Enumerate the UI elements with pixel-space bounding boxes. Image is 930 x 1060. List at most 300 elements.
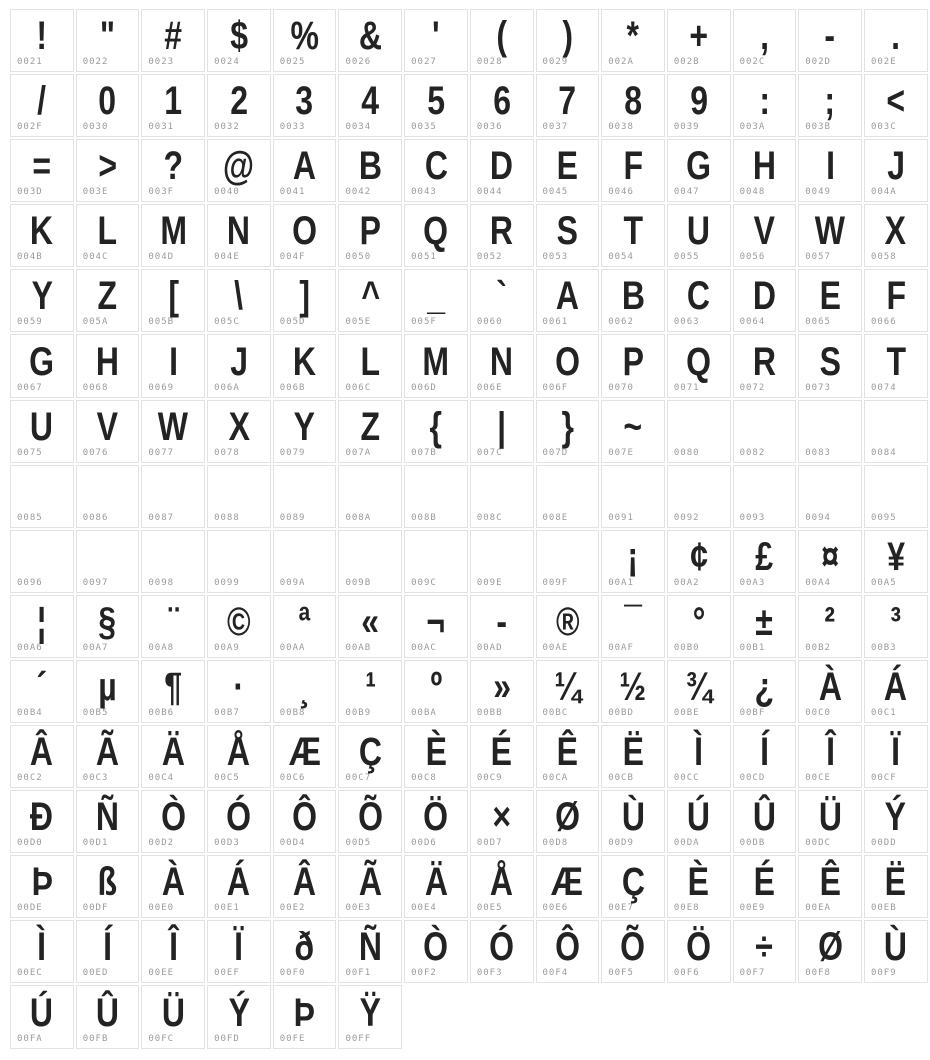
glyph-area — [602, 10, 664, 57]
glyph-area — [405, 10, 467, 57]
glyph: ¼ — [553, 665, 581, 710]
glyph-cell-00BF — [733, 660, 797, 723]
glyph: ¸ — [299, 665, 310, 710]
codepoint-label: 0059 — [17, 317, 43, 328]
charmap-row — [10, 139, 928, 202]
glyph-cell-0099 — [207, 530, 271, 593]
glyph: ± — [755, 599, 774, 644]
glyph: ¤ — [821, 534, 839, 579]
glyph: ¾ — [685, 665, 713, 710]
glyph-area — [77, 10, 139, 57]
glyph-cell-004D — [141, 204, 205, 267]
codepoint-label: 003C — [870, 122, 897, 133]
glyph-area — [537, 10, 599, 57]
glyph-cell-0070 — [601, 334, 665, 397]
glyph-cell-00ED — [76, 920, 140, 983]
codepoint-label: 002E — [870, 57, 897, 68]
glyph: M — [422, 339, 450, 384]
glyph-area — [405, 531, 467, 578]
glyph-area — [405, 661, 467, 708]
glyph-area — [339, 10, 401, 57]
glyph-area — [668, 531, 730, 578]
glyph-cell-00E4 — [404, 855, 468, 918]
codepoint-label: 009A — [279, 577, 306, 588]
glyph-area — [274, 75, 336, 122]
glyph-area — [208, 75, 270, 122]
glyph: ( — [496, 14, 507, 59]
glyph-cell-008B — [404, 465, 468, 528]
glyph: µ — [98, 665, 117, 710]
glyph: ® — [555, 599, 580, 644]
codepoint-label: 0052 — [476, 252, 503, 263]
codepoint-label: 0093 — [739, 512, 766, 523]
codepoint-label: 0080 — [673, 447, 700, 458]
glyph-area — [471, 10, 533, 57]
glyph: È — [425, 730, 447, 775]
glyph-area — [77, 856, 139, 903]
codepoint-label: 0086 — [82, 512, 109, 523]
glyph: { — [429, 404, 443, 449]
glyph-cell-0080 — [667, 400, 731, 463]
glyph-cell-00DC — [798, 790, 862, 853]
glyph: Ô — [292, 795, 318, 840]
codepoint-label: 00EA — [805, 903, 831, 914]
glyph-cell-00CE — [798, 725, 862, 788]
glyph-cell-00EC — [10, 920, 74, 983]
glyph: G — [686, 144, 712, 189]
glyph: Ò — [423, 925, 449, 970]
codepoint-label: 00BD — [608, 708, 634, 719]
codepoint-label: 0095 — [870, 512, 897, 523]
glyph-area — [734, 466, 796, 513]
glyph: Ç — [358, 730, 382, 775]
codepoint-label: 00D1 — [82, 838, 109, 849]
glyph: ¥ — [886, 534, 905, 579]
glyph-cell-0051 — [404, 204, 468, 267]
codepoint-label: 0096 — [17, 577, 43, 588]
glyph-area — [602, 401, 664, 448]
glyph: È — [688, 860, 710, 905]
glyph-area — [734, 791, 796, 838]
glyph-cell-00D0 — [10, 790, 74, 853]
glyph-cell-004F — [273, 204, 337, 267]
glyph-cell-00BB — [470, 660, 534, 723]
codepoint-label: 0049 — [805, 187, 831, 198]
glyph: D — [752, 274, 776, 319]
glyph-area — [11, 140, 73, 187]
glyph-area — [668, 75, 730, 122]
glyph: * — [626, 14, 640, 59]
glyph-area — [471, 791, 533, 838]
glyph-cell-0023 — [141, 9, 205, 72]
glyph-cell-00E8 — [667, 855, 731, 918]
codepoint-label: 0024 — [214, 57, 240, 68]
glyph: © — [227, 599, 251, 644]
glyph-area — [471, 140, 533, 187]
codepoint-label: 0066 — [870, 317, 897, 328]
glyph: H — [95, 339, 120, 384]
codepoint-label: 0060 — [476, 317, 503, 328]
glyph-cell-002C — [733, 9, 797, 72]
glyph-area — [208, 205, 270, 252]
codepoint-label: 00CC — [673, 773, 700, 784]
glyph: Ô — [554, 925, 580, 970]
codepoint-label: 0075 — [17, 447, 43, 458]
codepoint-label: 00FA — [17, 1033, 43, 1044]
glyph-cell-0072 — [733, 334, 797, 397]
glyph: Ì — [37, 925, 47, 970]
glyph: R — [490, 209, 514, 254]
glyph: É — [490, 730, 513, 775]
glyph: » — [492, 665, 511, 710]
glyph-area — [405, 466, 467, 513]
glyph-area — [405, 270, 467, 317]
codepoint-label: 003F — [148, 187, 175, 198]
glyph-area — [668, 661, 730, 708]
codepoint-label: 0027 — [411, 57, 437, 68]
glyph-area — [471, 75, 533, 122]
glyph: ¹ — [364, 665, 376, 710]
glyph-area — [142, 335, 204, 382]
glyph-cell-00DB — [733, 790, 797, 853]
codepoint-label: 00F0 — [279, 968, 306, 979]
codepoint-label: 00FB — [82, 1033, 109, 1044]
codepoint-label: 007B — [411, 447, 437, 458]
glyph: º — [430, 665, 442, 710]
glyph: ³ — [890, 599, 902, 644]
codepoint-label: 003B — [805, 122, 831, 133]
codepoint-label: 005B — [148, 317, 175, 328]
glyph-area — [602, 726, 664, 773]
glyph-area — [668, 401, 730, 448]
glyph: Û — [95, 990, 120, 1035]
glyph-cell-00FE — [273, 985, 337, 1048]
codepoint-label: 00B5 — [82, 708, 109, 719]
glyph: Ó — [226, 795, 252, 840]
glyph: E — [556, 144, 579, 189]
glyph-area — [77, 791, 139, 838]
glyph-cell-009E — [470, 530, 534, 593]
glyph-area — [471, 466, 533, 513]
glyph-area — [602, 270, 664, 317]
glyph-cell-00A4 — [798, 530, 862, 593]
glyph-area — [668, 791, 730, 838]
glyph-cell-0083 — [798, 400, 862, 463]
glyph: Å — [227, 730, 251, 775]
glyph-cell-008E — [536, 465, 600, 528]
glyph: P — [622, 339, 644, 384]
glyph-cell-0098 — [141, 530, 205, 593]
glyph: R — [752, 339, 776, 384]
glyph-cell-00CC — [667, 725, 731, 788]
glyph-area — [142, 531, 204, 578]
glyph-cell-00BC — [536, 660, 600, 723]
glyph-area — [734, 335, 796, 382]
glyph-area — [537, 726, 599, 773]
glyph-cell-00CF — [864, 725, 928, 788]
glyph-cell-0092 — [667, 465, 731, 528]
glyph-cell-005D — [273, 269, 337, 332]
glyph-cell-009F — [536, 530, 600, 593]
glyph-cell-005C — [207, 269, 271, 332]
codepoint-label: 0085 — [17, 512, 43, 523]
glyph: = — [32, 144, 52, 189]
glyph-area — [339, 75, 401, 122]
glyph-area — [77, 205, 139, 252]
glyph-cell-00AC — [404, 595, 468, 658]
glyph-area — [77, 335, 139, 382]
glyph-area — [77, 921, 139, 968]
glyph-cell-0071 — [667, 334, 731, 397]
glyph-cell-00E9 — [733, 855, 797, 918]
glyph: ¯ — [624, 599, 642, 644]
charmap-row — [10, 595, 928, 658]
glyph: · — [233, 665, 245, 710]
glyph-cell-0037 — [536, 74, 600, 137]
glyph-cell-00CD — [733, 725, 797, 788]
glyph: Ì — [694, 730, 704, 775]
glyph: Ü — [818, 795, 842, 840]
glyph: Ë — [622, 730, 644, 775]
glyph-cell-00E0 — [141, 855, 205, 918]
glyph-cell-0055 — [667, 204, 731, 267]
charmap-row — [10, 204, 928, 267]
glyph-area — [602, 791, 664, 838]
glyph-area — [142, 10, 204, 57]
glyph: X — [228, 404, 250, 449]
glyph-cell-00B9 — [338, 660, 402, 723]
glyph: ] — [299, 274, 310, 319]
glyph-cell-00CB — [601, 725, 665, 788]
charmap-row — [10, 985, 928, 1048]
codepoint-label: 0022 — [82, 57, 109, 68]
glyph-cell-00D1 — [76, 790, 140, 853]
glyph: Ú — [30, 990, 54, 1035]
codepoint-label: 00AD — [476, 642, 503, 653]
glyph-area — [274, 335, 336, 382]
glyph: T — [623, 209, 643, 254]
glyph-cell-007C — [470, 400, 534, 463]
codepoint-label: 00CD — [739, 773, 766, 784]
glyph-area — [537, 140, 599, 187]
glyph: ½ — [619, 665, 647, 710]
glyph-area — [799, 401, 861, 448]
glyph-area — [142, 75, 204, 122]
glyph: Ù — [621, 795, 645, 840]
glyph-cell-0066 — [864, 269, 928, 332]
codepoint-label: 004A — [870, 187, 897, 198]
codepoint-label: 002A — [608, 57, 634, 68]
glyph-cell-0022 — [76, 9, 140, 72]
codepoint-label: 0044 — [476, 187, 503, 198]
glyph-area — [799, 335, 861, 382]
glyph: $ — [230, 14, 248, 59]
glyph-cell-0064 — [733, 269, 797, 332]
codepoint-label: 0037 — [542, 122, 569, 133]
glyph-area — [405, 140, 467, 187]
glyph-cell-00B0 — [667, 595, 731, 658]
glyph: À — [818, 665, 842, 710]
glyph-area — [471, 531, 533, 578]
glyph-area — [339, 140, 401, 187]
charmap-row — [10, 269, 928, 332]
glyph-area — [734, 270, 796, 317]
glyph-area — [77, 270, 139, 317]
glyph-area — [274, 466, 336, 513]
glyph-cell-0084 — [864, 400, 928, 463]
codepoint-label: 00D4 — [279, 838, 306, 849]
glyph-area — [274, 726, 336, 773]
glyph-area — [274, 205, 336, 252]
codepoint-label: 00C0 — [805, 708, 831, 719]
glyph-cell-00AA — [273, 595, 337, 658]
glyph-area — [865, 10, 927, 57]
codepoint-label: 00B2 — [805, 642, 831, 653]
glyph: 9 — [689, 79, 708, 124]
glyph-area — [208, 791, 270, 838]
glyph-area — [208, 726, 270, 773]
codepoint-label: 00C5 — [214, 773, 240, 784]
glyph-area — [339, 270, 401, 317]
glyph-area — [602, 205, 664, 252]
glyph: Ê — [556, 730, 579, 775]
glyph: V — [96, 404, 119, 449]
glyph: M — [159, 209, 187, 254]
glyph-cell-0050 — [338, 204, 402, 267]
codepoint-label: 00DD — [870, 838, 897, 849]
charmap-row — [10, 334, 928, 397]
glyph: W — [158, 404, 189, 449]
codepoint-label: 0021 — [17, 57, 43, 68]
glyph-area — [471, 270, 533, 317]
codepoint-label: 0088 — [214, 512, 240, 523]
glyph-cell-0057 — [798, 204, 862, 267]
glyph-area — [799, 726, 861, 773]
codepoint-label: 00F1 — [345, 968, 372, 979]
codepoint-label: 00B1 — [739, 642, 766, 653]
glyph-area — [602, 140, 664, 187]
codepoint-label: 0023 — [148, 57, 175, 68]
codepoint-label: 00B9 — [345, 708, 372, 719]
glyph-area — [865, 726, 927, 773]
glyph-cell-00D3 — [207, 790, 271, 853]
glyph-area — [865, 205, 927, 252]
codepoint-label: 002F — [17, 122, 43, 133]
glyph-area — [405, 921, 467, 968]
glyph: Ø — [817, 925, 843, 970]
codepoint-label: 0061 — [542, 317, 569, 328]
glyph: Y — [293, 404, 316, 449]
glyph-cell-0056 — [733, 204, 797, 267]
codepoint-label: 0082 — [739, 447, 766, 458]
codepoint-label: 0097 — [82, 577, 109, 588]
glyph: Õ — [357, 795, 383, 840]
glyph: - — [496, 599, 507, 644]
glyph-area — [602, 596, 664, 643]
glyph: Ë — [885, 860, 907, 905]
codepoint-label: 00F6 — [673, 968, 700, 979]
glyph-area — [734, 596, 796, 643]
glyph: ' — [432, 14, 440, 59]
codepoint-label: 00C2 — [17, 773, 43, 784]
glyph-cell-00E5 — [470, 855, 534, 918]
glyph: 6 — [492, 79, 511, 124]
glyph-area — [339, 661, 401, 708]
glyph-cell-00C6 — [273, 725, 337, 788]
glyph-cell-00AE — [536, 595, 600, 658]
codepoint-label: 002D — [805, 57, 831, 68]
glyph-cell-0033 — [273, 74, 337, 137]
glyph: 1 — [164, 79, 183, 124]
glyph-cell-0036 — [470, 74, 534, 137]
glyph-cell-00FD — [207, 985, 271, 1048]
codepoint-label: 008E — [542, 512, 569, 523]
glyph-cell-007B — [404, 400, 468, 463]
glyph-cell-00AD — [470, 595, 534, 658]
glyph-cell-00E6 — [536, 855, 600, 918]
glyph-area — [405, 726, 467, 773]
glyph-area — [602, 856, 664, 903]
glyph-cell-0058 — [864, 204, 928, 267]
codepoint-label: 00B0 — [673, 642, 700, 653]
glyph-area — [274, 140, 336, 187]
glyph-cell-0029 — [536, 9, 600, 72]
glyph: 3 — [295, 79, 314, 124]
codepoint-label: 00EB — [870, 903, 897, 914]
codepoint-label: 00C4 — [148, 773, 175, 784]
glyph-area — [734, 401, 796, 448]
codepoint-label: 006B — [279, 382, 306, 393]
glyph-area — [734, 10, 796, 57]
glyph-area — [208, 401, 270, 448]
glyph-area — [734, 531, 796, 578]
glyph-cell-0046 — [601, 139, 665, 202]
glyph-cell-009A — [273, 530, 337, 593]
glyph-area — [799, 10, 861, 57]
codepoint-label: 0053 — [542, 252, 569, 263]
glyph-cell-00C8 — [404, 725, 468, 788]
glyph-area — [208, 335, 270, 382]
glyph: ; — [824, 79, 836, 124]
glyph: À — [161, 860, 185, 905]
glyph-area — [799, 856, 861, 903]
glyph-cell-003A — [733, 74, 797, 137]
codepoint-label: 00AB — [345, 642, 372, 653]
charmap-row — [10, 660, 928, 723]
glyph-area — [668, 335, 730, 382]
glyph-area — [339, 205, 401, 252]
codepoint-label: 0077 — [148, 447, 175, 458]
codepoint-label: 0072 — [739, 382, 766, 393]
glyph-area — [537, 791, 599, 838]
codepoint-label: 004B — [17, 252, 43, 263]
charmap-row — [10, 400, 928, 463]
glyph: % — [290, 14, 319, 59]
glyph-cell-0068 — [76, 334, 140, 397]
glyph-area — [339, 726, 401, 773]
codepoint-label: 00F8 — [805, 968, 831, 979]
glyph-cell-00B4 — [10, 660, 74, 723]
glyph-area — [77, 596, 139, 643]
glyph-cell-003F — [141, 139, 205, 202]
codepoint-label: 00E4 — [411, 903, 437, 914]
glyph-cell-00BE — [667, 660, 731, 723]
glyph-area — [142, 596, 204, 643]
glyph-cell-0063 — [667, 269, 731, 332]
glyph-area — [668, 10, 730, 57]
glyph-area — [11, 466, 73, 513]
glyph-cell-00EF — [207, 920, 271, 983]
